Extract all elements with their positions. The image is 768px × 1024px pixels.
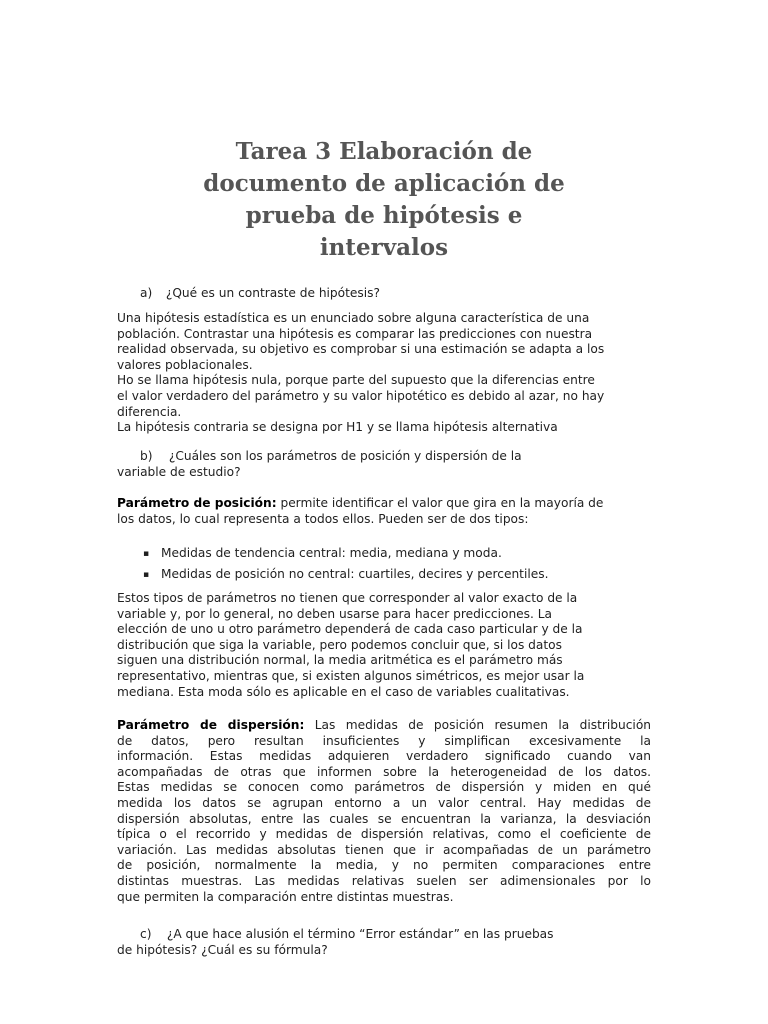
question-c-label: c) [140,927,152,941]
text-line: La hipótesis contraria se designa por H1 y se llama hipótesis alternativa [117,420,558,435]
text-line: mediana. Esta moda sólo es aplicable en el caso de variables cualitativas. [117,684,570,699]
question-b [117,448,522,480]
text-line: los datos, lo cual representa a todos ellos. Pueden ser de dos tipos: [117,511,529,526]
text-line: distintas muestras. Las medidas relativas suelen ser adimensionales por lo [117,873,651,888]
text-line: diferencia. [117,404,182,419]
text-line: representativo, mientras que, si existen algunos simétricos, es mejor usar la [117,668,585,683]
list-item: ▪ Medidas de posición no central: cuartiles, decires y percentiles. [143,564,548,585]
answer-a [117,311,649,436]
text-line: Ho se llama hipótesis nula, porque parte del supuesto que la diferencias entre [117,373,595,388]
posicion-paragraph [117,496,652,527]
text-line: realidad observada, su objetivo es comprobar si una estimación se adapta a los [117,342,605,357]
question-a [140,285,380,301]
text-line: de posición, normalmente la media, y no permiten comparaciones entre [117,858,651,873]
dispersion-heading: Parámetro de dispersión: [117,718,305,732]
text-line: variable y, por lo general, no deben usarse para hacer predicciones. La [117,606,553,621]
text-line: población. Contrastar una hipótesis es comparar las predicciones con nuestra [117,326,593,341]
bullet-icon: ▪ [143,549,150,559]
question-b-text-cont: variable de estudio? [117,465,241,479]
text-line: acompañadas de otras que informen sobre la heterogeneidad de los datos. [117,764,651,779]
position-measures-list [143,543,548,585]
dispersion-paragraph [117,718,651,905]
bullet-icon: ▪ [143,570,150,580]
estos-paragraph [117,591,649,700]
text-line: siguen una distribución normal, la media aritmética es el parámetro más [117,653,563,668]
question-c-text-cont: de hipótesis? ¿Cuál es su fórmula? [117,943,328,957]
text-line: información. Estas medidas adquieren verdadero significado cuando van [117,749,651,764]
text-line: típica o el recorrido y medidas de dispersión relativas, como el coeficiente de [117,827,651,842]
text-line: valores poblacionales. [117,357,253,372]
title-line: Tarea 3 Elaboración de [235,138,533,165]
question-b-label: b) [140,449,153,463]
question-a-label: a) [140,286,153,300]
question-c [117,926,554,958]
question-c-text: ¿A que hace alusión el término “Error estándar” en las pruebas [166,927,554,941]
text-line: Una hipótesis estadística es un enunciado sobre alguna característica de una [117,311,590,325]
title-line: documento de aplicación de [203,170,565,197]
text-line: Estas medidas se conocen como parámetros de dispersión y miden en qué [117,780,651,795]
text-line: el valor verdadero del parámetro y su valor hipotético es debido al azar, no hay [117,388,605,403]
list-item: ▪ Medidas de tendencia central: media, mediana y moda. [143,543,548,564]
question-a-text: ¿Qué es un contraste de hipótesis? [165,286,380,300]
title-line: prueba de hipótesis e [245,202,523,229]
document-title [170,136,598,264]
text-line: de datos, pero resultan insuficientes y simplifican excesivamente la [117,733,651,748]
title-line: intervalos [319,234,449,261]
text-line: Estos tipos de parámetros no tienen que corresponder al valor exacto de la [117,591,578,605]
text-line: que permiten la comparación entre distintas muestras. [117,889,454,904]
posicion-text: permite identificar el valor que gira en la mayoría de [276,496,604,510]
question-b-text: ¿Cuáles son los parámetros de posición y dispersión de la [168,449,522,463]
text-line: dispersión absolutas, entre las cuales se encuentran la varianza, la desviación [117,811,651,826]
dispersion-text: Las medidas de posición resumen la distribución [304,718,651,732]
text-line: distribución que siga la variable, pero podemos concluir que, si los datos [117,637,562,652]
text-line: medida los datos se agrupan entorno a un valor central. Hay medidas de [117,795,651,810]
text-line: elección de uno u otro parámetro dependerá de cada caso particular y de la [117,622,583,637]
text-line: variación. Las medidas absolutas tienen que ir acompañadas de un parámetro [117,842,651,857]
posicion-heading: Parámetro de posición: [117,496,277,510]
